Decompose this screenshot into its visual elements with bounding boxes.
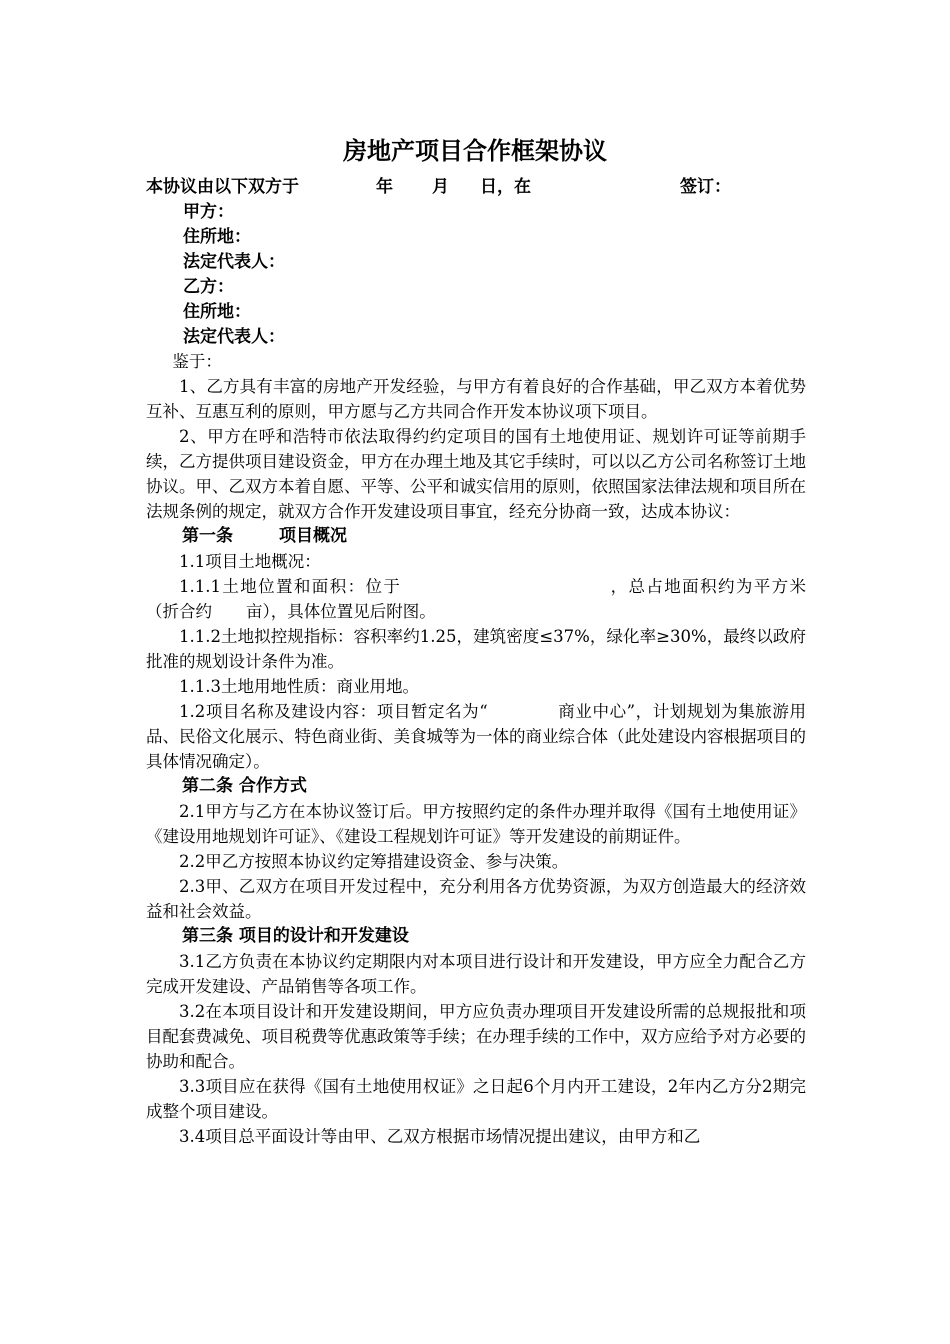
signing-prefix: 本协议由以下双方于 bbox=[146, 177, 299, 197]
article-1-title: 项目概况 bbox=[279, 526, 347, 546]
whereas-label: 鉴于： bbox=[172, 352, 222, 371]
section-1-1-1 bbox=[146, 574, 806, 624]
article-3-heading: 第三条 项目的设计和开发建设 bbox=[182, 926, 409, 946]
signing-day-at: 日，在 bbox=[480, 177, 531, 197]
article-2-heading: 第二条 合作方式 bbox=[182, 776, 307, 796]
whereas-paragraph-1: 1、乙方具有丰富的房地产开发经验，与甲方有着良好的合作基础，甲乙双方本着优势互补、互惠互利的原则，甲方愿与乙方共同合作开发本协议项下项目。 bbox=[146, 377, 806, 421]
section-1-1-1-part-b: ，总占地面积约为平方米（折合约 bbox=[146, 577, 807, 621]
section-2-1: 2.1甲方与乙方在本协议签订后。甲方按照约定的条件办理并取得《国有土地使用证》《建设用地规划许可证》、《建设工程规划许可证》等开发建设的前期证件。 bbox=[146, 802, 806, 846]
section-3-3: 3.3项目应在获得《国有土地使用权证》之日起6个月内开工建设，2年内乙方分2期完成整个项目建设。 bbox=[146, 1077, 806, 1121]
section-3-4: 3.4项目总平面设计等由甲、乙双方根据市场情况提出建议，由甲方和乙 bbox=[179, 1127, 701, 1146]
signing-month: 月 bbox=[432, 177, 449, 197]
section-1-1-1-part-a: 1.1.1土地位置和面积：位于 bbox=[179, 577, 402, 596]
section-1-2 bbox=[146, 699, 806, 774]
party-a-address-label: 住所地： bbox=[183, 227, 251, 247]
section-1-1-3: 1.1.3土地用地性质：商业用地。 bbox=[179, 677, 419, 696]
signing-year: 年 bbox=[376, 177, 393, 197]
section-3-2: 3.2在本项目设计和开发建设期间，甲方应负责办理项目开发建设所需的总规报批和项目配套费减免、项目税费等优惠政策等手续；在办理手续的工作中，双方应给予对方必要的协助和配合。 bbox=[146, 1002, 806, 1071]
section-2-2: 2.2甲乙方按照本协议约定筹措建设资金、参与决策。 bbox=[179, 852, 569, 871]
signing-signed: 签订： bbox=[680, 177, 731, 197]
party-b-label: 乙方： bbox=[183, 277, 234, 297]
party-b-address-label: 住所地： bbox=[183, 302, 251, 322]
signing-statement bbox=[146, 174, 806, 200]
section-1-2-part-b: 商业中心”，计划规划为集旅游用品、民俗文化展示、特色商业街、美食城等为一体的商业综合体（此处建设内容根据项目的具体情况确定）。 bbox=[146, 702, 806, 771]
section-1-1-1-part-c: 亩），具体位置见后附图。 bbox=[246, 602, 436, 621]
party-a-label: 甲方： bbox=[183, 202, 234, 222]
section-3-1: 3.1乙方负责在本协议约定期限内对本项目进行设计和开发建设，甲方应全力配合乙方完成开发建设、产品销售等各项工作。 bbox=[146, 952, 806, 996]
section-2-3: 2.3甲、乙双方在项目开发过程中，充分利用各方优势资源，为双方创造最大的经济效益和社会效益。 bbox=[146, 877, 806, 921]
section-1-1-2: 1.1.2土地拟控规指标：容积率约1.25，建筑密度≤37%，绿化率≥30%，最终以政府批准的规划设计条件为准。 bbox=[146, 627, 806, 671]
agreement-body bbox=[146, 349, 806, 1149]
party-b-representative-label: 法定代表人： bbox=[183, 327, 285, 347]
whereas-paragraph-2: 2、甲方在呼和浩特市依法取得约约定项目的国有土地使用证、规划许可证等前期手续，乙方提供项目建设资金，甲方在办理土地及其它手续时，可以以乙方公司名称签订土地协议。甲、乙双方本着自愿、平等、公平和诚实信用的原则，依照国家法律法规和项目所在法规条例的规定，就双方合作开发建设项目事宜，经充分协商一致，达成本协议： bbox=[146, 427, 806, 521]
party-a-representative-label: 法定代表人： bbox=[183, 252, 285, 272]
article-1-number: 第一条 bbox=[182, 526, 233, 546]
article-1-heading bbox=[146, 524, 806, 549]
section-1-1: 1.1项目土地概况： bbox=[179, 552, 321, 571]
section-1-2-part-a: 1.2项目名称及建设内容：项目暂定名为“ bbox=[179, 702, 488, 721]
document-title: 房地产项目合作框架协议 bbox=[343, 137, 607, 165]
